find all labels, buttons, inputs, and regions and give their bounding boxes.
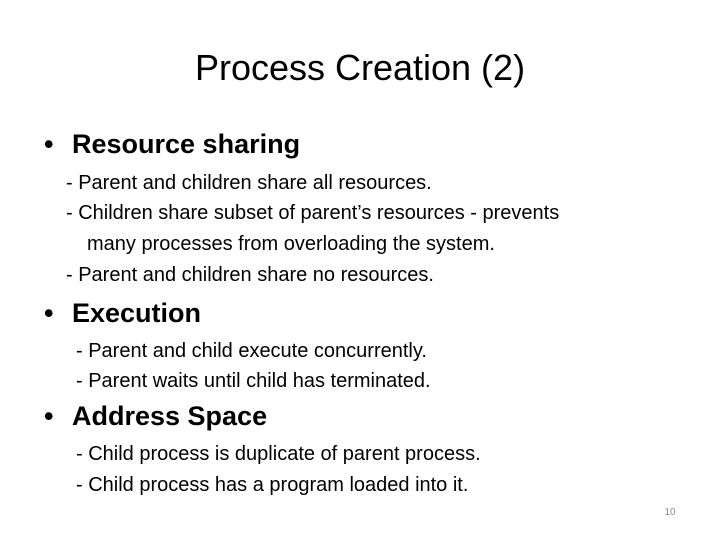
execution-line-1: - Parent and child execute concurrently.	[76, 340, 427, 362]
bullet-heading-address-space	[44, 399, 267, 433]
address-space-line-2: - Child process has a program loaded into it.	[76, 474, 469, 496]
bullet-heading-resource-sharing	[44, 127, 300, 161]
bullet-icon: •	[44, 401, 54, 431]
bullet-icon: •	[44, 129, 54, 159]
bullet-heading-execution	[44, 296, 201, 330]
resource-sharing-line-1: - Parent and children share all resources.	[66, 172, 432, 194]
heading-resource-sharing: Resource sharing	[72, 129, 301, 159]
heading-execution: Execution	[72, 298, 202, 328]
resource-sharing-line-3: many processes from overloading the system.	[87, 233, 495, 255]
address-space-line-1: - Child process is duplicate of parent process.	[76, 443, 481, 465]
execution-line-2: - Parent waits until child has terminated.	[76, 370, 431, 392]
slide-title: Process Creation (2)	[194, 47, 526, 88]
resource-sharing-line-4: - Parent and children share no resources.	[66, 264, 434, 286]
bullet-icon: •	[44, 298, 54, 328]
heading-address-space: Address Space	[72, 401, 268, 431]
resource-sharing-line-2: - Children share subset of parent’s resources - prevents	[66, 202, 560, 224]
page-number: 10	[664, 507, 676, 518]
